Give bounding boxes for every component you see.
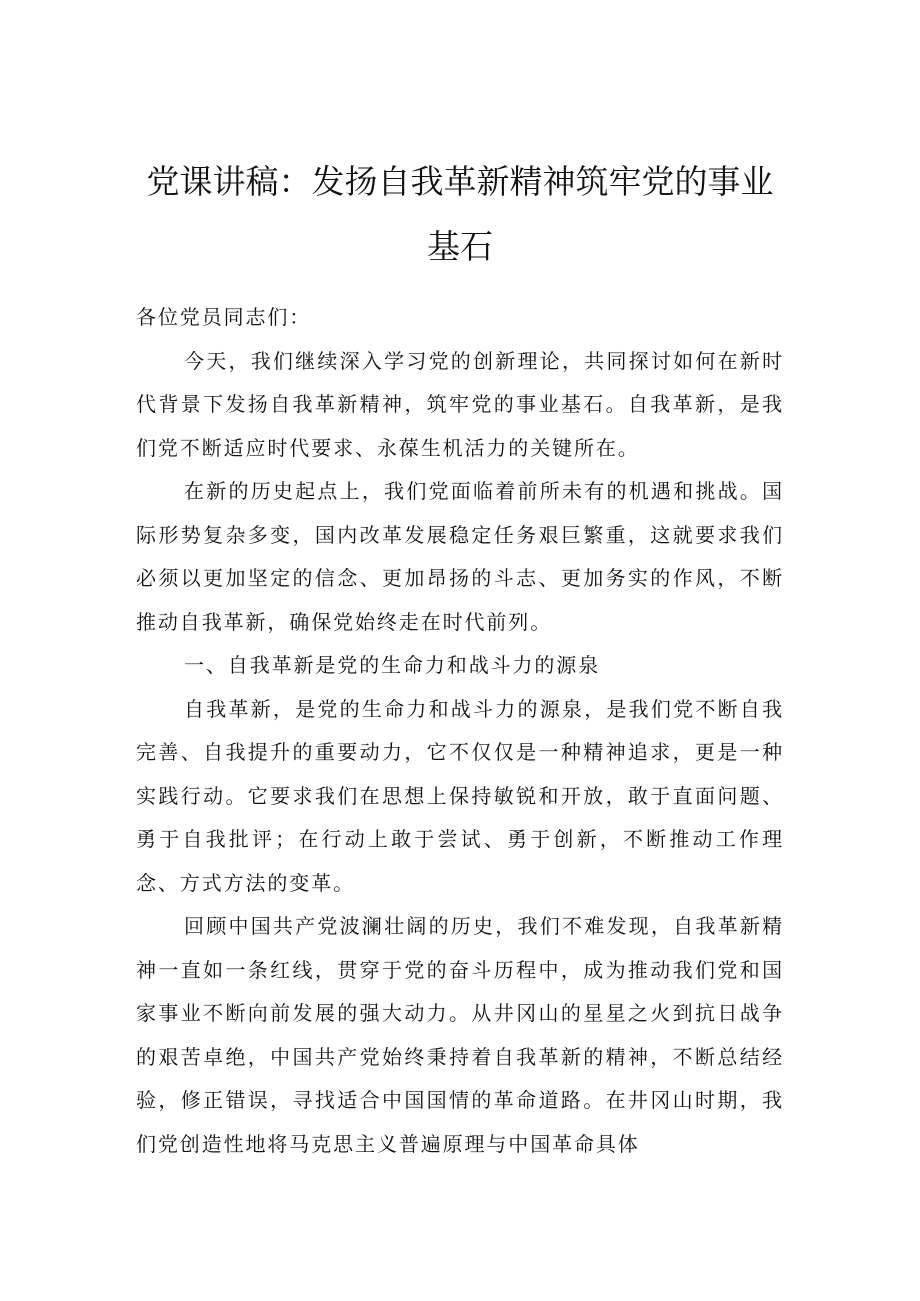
paragraph-1: 今天，我们继续深入学习党的创新理论，共同探讨如何在新时代背景下发扬自我革新精神，筑牢党的事业基石。自我革新，是我们党不断适应时代要求、永葆生机活力的关键所在。 (136, 348, 784, 460)
salutation: 各位党员同志们： (136, 305, 312, 329)
paragraph-3: 自我革新，是党的生命力和战斗力的源泉，是我们党不断自我完善、自我提升的重要动力，它不仅仅是一种精神追求，更是一种实践行动。它要求我们在思想上保持敏锐和开放，敢于直面问题、勇于自我批评；在行动上敢于尝试、勇于创新，不断推动工作理念、方式方法的变革。 (136, 696, 784, 895)
document-title: 党课讲稿：发扬自我革新精神筑牢党的事业基石 (146, 162, 774, 267)
paragraph-4: 回顾中国共产党波澜壮阔的历史，我们不难发现，自我革新精神一直如一条红线，贯穿于党的奋斗历程中，成为推动我们党和国家事业不断向前发展的强大动力。从井冈山的星星之火到抗日战争的艰苦卓绝，中国共产党始终秉持着自我革新的精神，不断总结经验，修正错误，寻找适合中国国情的革命道路。在井冈山时期，我们党创造性地将马克思主义普遍原理与中国革命具体 (136, 914, 784, 1156)
section-heading-1: 一、自我革新是党的生命力和战斗力的源泉 (184, 653, 601, 677)
document-body (136, 296, 784, 1166)
paragraph-2: 在新的历史起点上，我们党面临着前所未有的机遇和挑战。国际形势复杂多变，国内改革发展稳定任务艰巨繁重，这就要求我们必须以更加坚定的信念、更加昂扬的斗志、更加务实的作风，不断推动自我革新，确保党始终走在时代前列。 (136, 479, 784, 634)
